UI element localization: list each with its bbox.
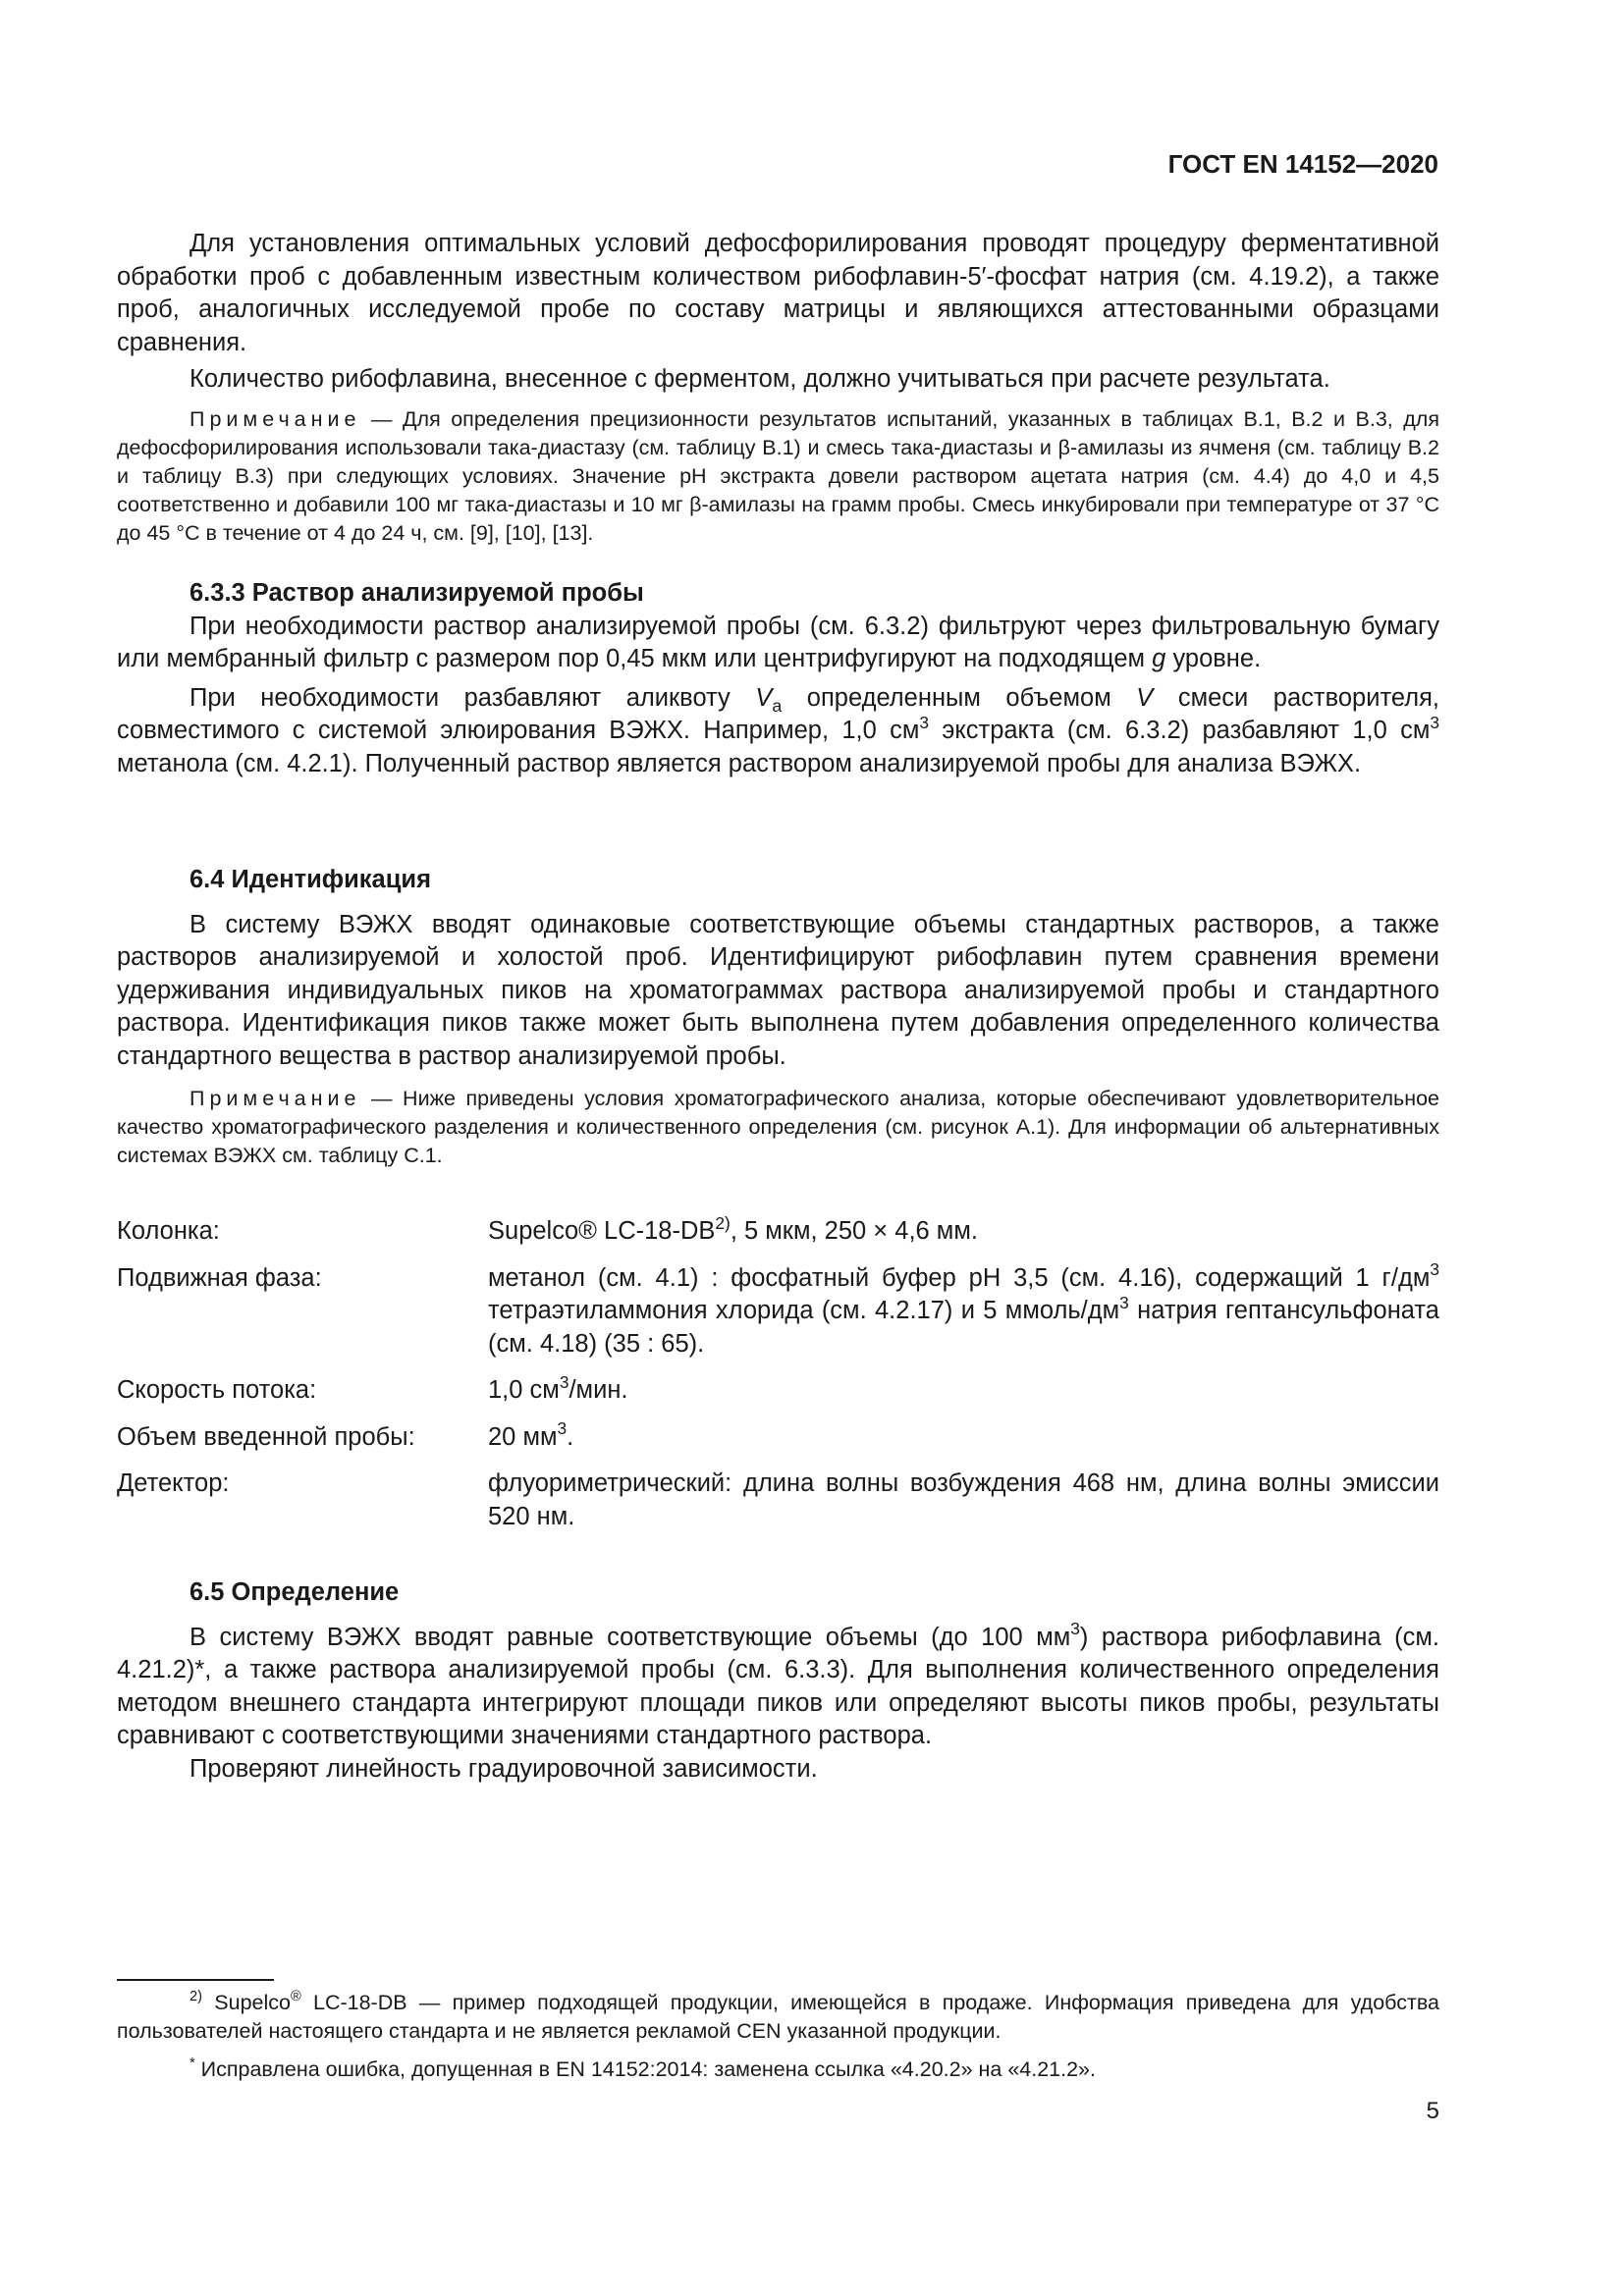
section-6-3-3 xyxy=(117,577,1439,780)
condition-row-injection-volume xyxy=(117,1418,1439,1455)
section-6-5 xyxy=(117,1576,1439,1786)
note-label: Примечание xyxy=(189,406,361,431)
intro-paragraph-2: Количество рибофлавина, внесенное с ферментом, должно учитываться при расчете результата. xyxy=(189,365,1330,393)
condition-row-flow-rate xyxy=(117,1371,1439,1408)
condition-label: Колонка: xyxy=(117,1217,220,1245)
footnote-mark: 2) xyxy=(189,1989,202,2005)
page-number: 5 xyxy=(1426,2098,1439,2124)
section-note xyxy=(117,1085,1439,1170)
footnote-star: * Исправлена ошибка, допущенная в EN 14152:2014: заменена ссылка «4.20.2» на «4.21.2». xyxy=(189,2056,1096,2081)
section-heading: 6.5 Определение xyxy=(189,1578,400,1606)
intro-note xyxy=(117,405,1439,548)
conditions-list xyxy=(117,1212,1439,1533)
section-heading: 6.3.3 Раствор анализируемой пробы xyxy=(189,579,644,607)
condition-row-detector xyxy=(117,1468,1439,1533)
condition-label: Детектор: xyxy=(117,1469,230,1497)
condition-value: флуориметрический: длина волны возбуждения 468 нм, длина волны эмиссии 520 нм. xyxy=(488,1469,1439,1530)
condition-value: 1,0 $см^3$/мин. xyxy=(488,1371,628,1404)
footnote-separator xyxy=(117,1979,274,1981)
footnote-2: $^{2)}$ Supelco® LC-18-DB — пример подходящей продукции, имеющейся в продаже. Информация приведена для удобства пользователей настоящего стандарта и не является рекламой CEN указанной продукции. xyxy=(117,1989,1439,2043)
section-heading: 6.4 Идентификация xyxy=(189,866,431,893)
section-paragraph: При необходимости разбавляют аликвоту $V_а$ определенным объемом V смеси растворителя, совместимого с системой элюирования ВЭЖХ. Например, 1,0 $см^3$ экстракта (см. 6.3.2) разбавляют 1,0 $см^3$ метанола (см. 4.2.1). Полученный раствор является раствором анализируемой пробы для анализа ВЭЖХ. xyxy=(117,683,1440,777)
document-header: ГОСТ EN 14152—2020 xyxy=(1167,149,1438,179)
condition-row-mobile-phase xyxy=(117,1259,1439,1362)
condition-label: Подвижная фаза: xyxy=(117,1263,322,1292)
condition-value: метанол (см. 4.1) : фосфатный буфер pH 3,5 (см. 4.16), содержащий 1 $г/дм^3$ тетраэтиламмония хлорида (см. 4.2.17) и 5 ммоль/$дм^3$ натрия гептансульфоната (см. 4.18) (35 : 65). xyxy=(488,1259,1439,1358)
note-text: — Ниже приведены условия хроматографического анализа, которые обеспечивают удовлетворительное качество хроматографического разделения и количественного определения (см. рисунок А.1). Для информации об альтернативных системах ВЭЖХ см. таблицу С.1. xyxy=(117,1087,1439,1167)
section-paragraph: В систему ВЭЖХ вводят одинаковые соответствующие объемы стандартных растворов, а также растворов анализируемой и холостой проб. Идентифицируют рибофлавин путем сравнения времени удерживания индивидуальных пиков на хроматограммах раствора анализируемой пробы и стандартного раствора. Идентификация пиков также может быть выполнена путем добавления определенного количества стандартного вещества в раствор анализируемой пробы. xyxy=(117,910,1439,1070)
condition-row-column xyxy=(117,1212,1439,1249)
condition-label: Объем введенной пробы: xyxy=(117,1422,415,1451)
footnote-mark: * xyxy=(189,2056,195,2072)
intro-paragraph-1: Для установления оптимальных условий дефосфорилирования проводят процедуру ферментативной обработки проб с добавленным известным количеством рибофлавин-5′-фосфат натрия (см. 4.19.2), а также проб, аналогичных исследуемой пробе по составу матрицы и являющихся аттестованными образцами сравнения. xyxy=(117,230,1439,356)
section-paragraph: В систему ВЭЖХ вводят равные соответствующие объемы (до 100 $мм^3$) раствора рибофлавина (см. 4.21.2)*, а также раствора анализируемой пробы (см. 6.3.3). Для выполнения количественного определения методом внешнего стандарта интегрируют площади пиков или определяют высоты пиков пробы, результаты сравнивают с соответствующими значениями стандартного раствора. xyxy=(117,1619,1440,1749)
section-6-4 xyxy=(117,864,1439,1170)
condition-value: Supelco® LC-18-DB$^{2)}$, 5 мкм, 250 × 4,6 мм. xyxy=(488,1212,978,1245)
note-label: Примечание xyxy=(189,1087,361,1110)
intro-section xyxy=(117,228,1439,548)
section-paragraph: При необходимости раствор анализируемой пробы (см. 6.3.2) фильтруют через фильтровальную бумагу или мембранный фильтр с размером пор 0,45 мкм или центрифугируют на подходящем g уровне. xyxy=(117,612,1439,672)
condition-label: Скорость потока: xyxy=(117,1376,317,1404)
section-paragraph: Проверяют линейность градуировочной зависимости. xyxy=(189,1754,818,1783)
condition-value: 20 $мм^3$. xyxy=(488,1418,574,1451)
footnotes xyxy=(117,1989,1439,2084)
note-text: — Для определения прецизионности результатов испытаний, указанных в таблицах В.1, В.2 и В.3, для дефосфорилирования использовали така-диастазу (см. таблицу В.1) и смесь така-диастазы и β-амилазы из ячменя (см. таблицу В.2 и таблицу В.3) при следующих условиях. Значение pH экстракта довели раствором ацетата натрия (см. 4.4) до 4,0 и 4,5 соответственно и добавили 100 мг така-диастазы и 10 мг β-амилазы на грамм пробы. Смесь инкубировали при температуре от 37 °С до 45 °С в течение от 4 до 24 ч, см. [9], [10], [13]. xyxy=(117,406,1439,545)
